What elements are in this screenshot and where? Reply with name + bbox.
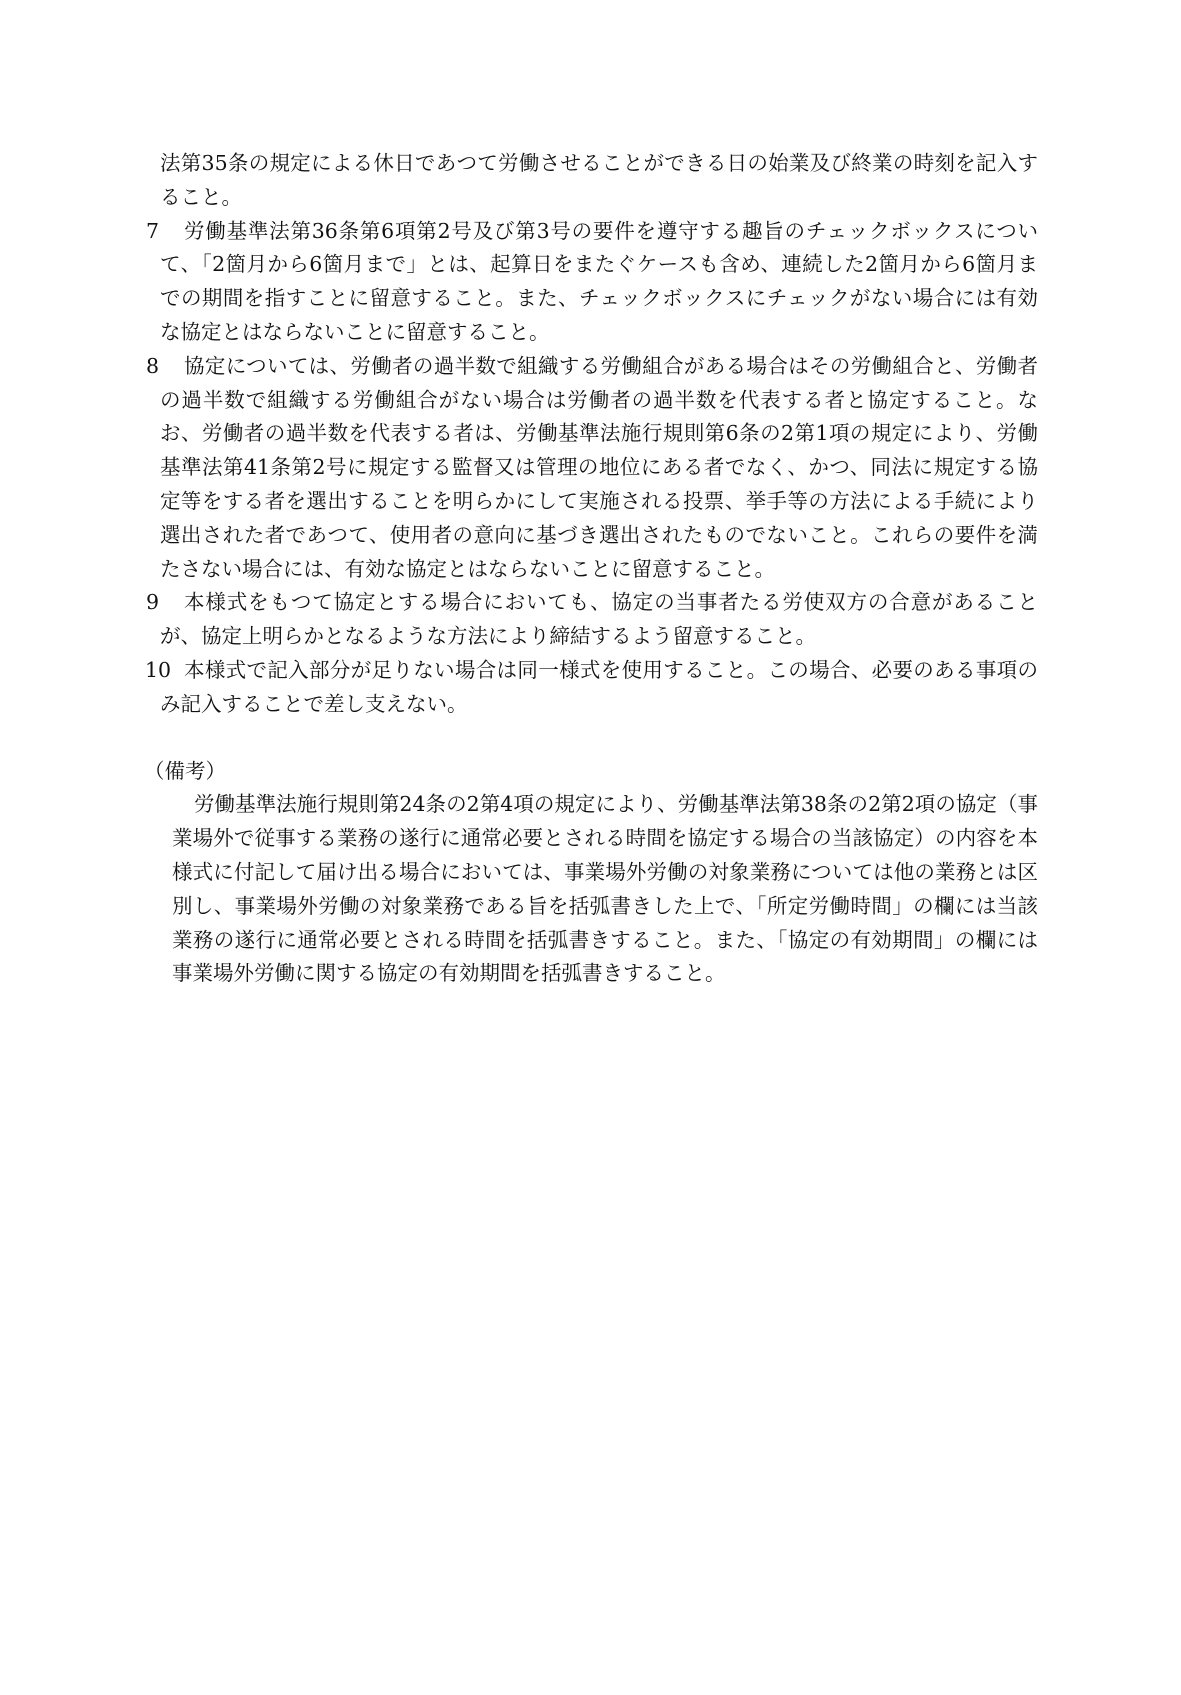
note-body: 労働基準法施行規則第24条の2第4項の規定により、労働基準法第38条の2第2項の協定（事業場外で従事する業務の遂行に通常必要とされる時間を協定する場合の当該協定）の内容を本様式に付記して届け出る場合においては、事業場外労働の対象業務については他の業務とは区別し、事業場外労働の対象業務である旨を括弧書きした上で、「所定労働時間」の欄には当該業務の遂行に通常必要とされる時間を括弧書きすること。また、「協定の有効期間」の欄には事業場外労働に関する協定の有効期間を括弧書きすること。 <box>172 792 1038 986</box>
document-item-continuation <box>148 147 1038 215</box>
document-item-text: 本様式で記入部分が足りない場合は同一様式を使用すること。この場合、必要のある事項のみ記入することで差し支えない。 <box>160 657 1038 716</box>
document-item-text: 協定については、労働者の過半数で組織する労働組合がある場合はその労働組合と、労働者の過半数で組織する労働組合がない場合は労働者の過半数を代表する者と協定すること。なお、労働者の過半数を代表する者は、労働基準法施行規則第6条の2第1項の規定により、労働基準法第41条第2号に規定する監督又は管理の地位にある者でなく、かつ、同法に規定する協定等をする者を選出することを明らかにして実施される投票、挙手等の方法による手続により選出された者であつて、使用者の意向に基づき選出されたものでないこと。これらの要件を満たさない場合には、有効な協定とはならないことに留意すること。 <box>160 353 1038 581</box>
document-item-text: 労働基準法第36条第6項第2号及び第3号の要件を遵守する趣旨のチェックボックスについて、「2箇月から6箇月まで」とは、起算日をまたぐケースも含め、連続した2箇月から6箇月までの期間を指すことに留意すること。また、チェックボックスにチェックがない場合には有効な協定とはならないことに留意すること。 <box>160 218 1038 344</box>
document-item-number: 7 <box>146 218 160 243</box>
document-item-text: 本様式をもつて協定とする場合においても、協定の当事者たる労使双方の合意があることが、協定上明らかとなるような方法により締結するよう留意すること。 <box>160 590 1038 649</box>
note-heading: （備考） <box>144 758 226 783</box>
document-item-9 <box>148 586 1038 654</box>
document-item-number: 9 <box>146 590 160 615</box>
document-content <box>144 147 1038 991</box>
document-item-8 <box>148 350 1038 587</box>
document-item-text: 法第35条の規定による休日であつて労働させることができる日の始業及び終業の時刻を記入すること。 <box>160 151 1038 209</box>
document-item-10 <box>145 654 1038 722</box>
document-item-7 <box>148 215 1038 350</box>
document-item-number: 8 <box>146 353 160 378</box>
document-item-number: 10 <box>145 657 172 682</box>
